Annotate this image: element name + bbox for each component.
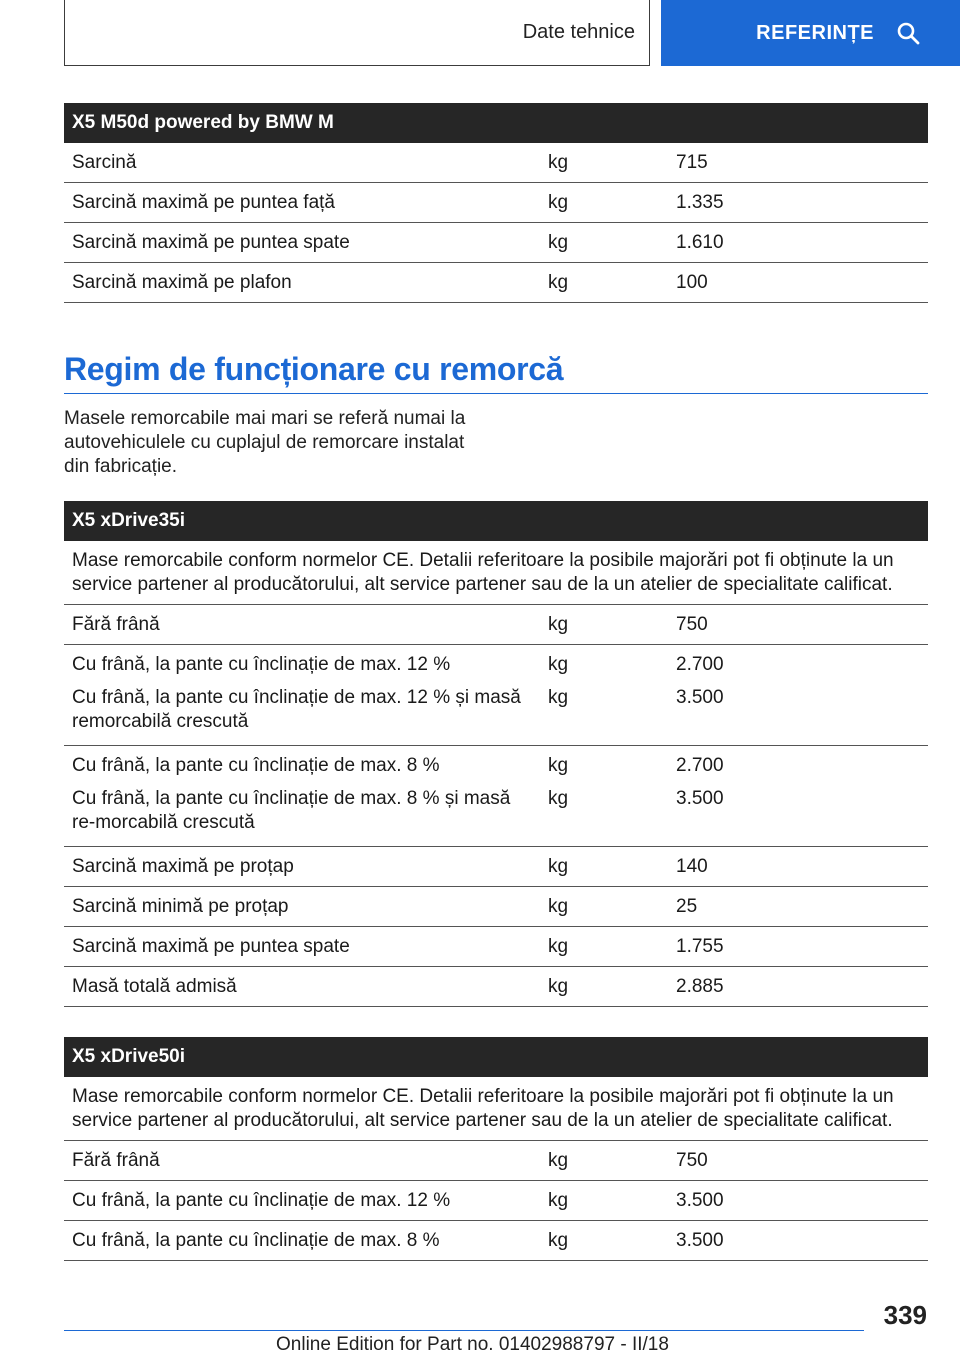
table-row: Masă totală admisă kg 2.885 — [64, 967, 928, 1007]
table-x5-xdrive35i — [64, 501, 928, 1007]
table-row: Cu frână, la pante cu înclinație de max. 8 % kg 2.700 — [72, 755, 724, 776]
footer-edition: Online Edition for Part no. 01402988797 - II/18 — [276, 1334, 669, 1355]
table-row: Sarcină maximă pe puntea spate kg 1.755 — [64, 927, 928, 967]
table-title: X5 M50d powered by BMW M — [64, 103, 928, 143]
section-intro: Masele remorcabile mai mari se referă numai la autovehiculele cu cuplajul de remorcare instalat din fabricație. — [64, 408, 466, 477]
section-tab[interactable] — [64, 0, 650, 66]
table-row: Sarcină maximă pe puntea spate kg 1.610 — [64, 223, 928, 263]
table-row: Cu frână, la pante cu înclinație de max. 12 % kg 3.500 — [64, 1181, 928, 1221]
references-label: REFERINȚE — [756, 21, 874, 44]
table-row: Cu frână, la pante cu înclinație de max. 8 % kg 3.500 — [64, 1221, 928, 1261]
references-tab[interactable] — [661, 0, 960, 66]
table-row: Sarcină maximă pe proțap kg 140 — [64, 847, 928, 887]
table-row: Cu frână, la pante cu înclinație de max. 12 % kg 2.700 — [72, 654, 724, 675]
section-title: Date tehnice — [522, 21, 635, 43]
table-title: X5 xDrive35i — [64, 501, 928, 541]
page-header — [0, 0, 960, 66]
table-row: Fără frână kg 750 — [64, 605, 928, 645]
table-x5-xdrive50i — [64, 1037, 928, 1261]
page-number: 339 — [883, 1300, 927, 1330]
section-heading: Regim de funcționare cu remorcă — [64, 351, 928, 394]
table-row: Sarcină maximă pe puntea față kg 1.335 — [64, 183, 928, 223]
table-row: Sarcină kg 715 — [64, 143, 928, 183]
footer-divider — [64, 1330, 864, 1331]
table-row: Fără frână kg 750 — [64, 1141, 928, 1181]
table-row: Cu frână, la pante cu înclinație de max. 12 % și masă remorcabilă crescută kg 3.500 — [64, 677, 928, 746]
table-description: Mase remorcabile conform normelor CE. Detalii referitoare la posibile majorări pot fi obținute la un service partener al producătorului, alt service partener sau de la un atelier de specialitate calificat. — [64, 541, 928, 605]
table-x5-m50d — [64, 103, 928, 303]
search-icon[interactable] — [896, 21, 920, 45]
table-description: Mase remorcabile conform normelor CE. Detalii referitoare la posibile majorări pot fi obținute la un service partener al producătorului, alt service partener sau de la un atelier de specialitate calificat. — [64, 1077, 928, 1141]
table-title: X5 xDrive50i — [64, 1037, 928, 1077]
table-row: Sarcină maximă pe plafon kg 100 — [64, 263, 928, 303]
table-row: Sarcină minimă pe proțap kg 25 — [64, 887, 928, 927]
table-row: Cu frână, la pante cu înclinație de max. 8 % și masă re-morcabilă crescută kg 3.500 — [64, 778, 928, 847]
page-content — [64, 103, 928, 1261]
